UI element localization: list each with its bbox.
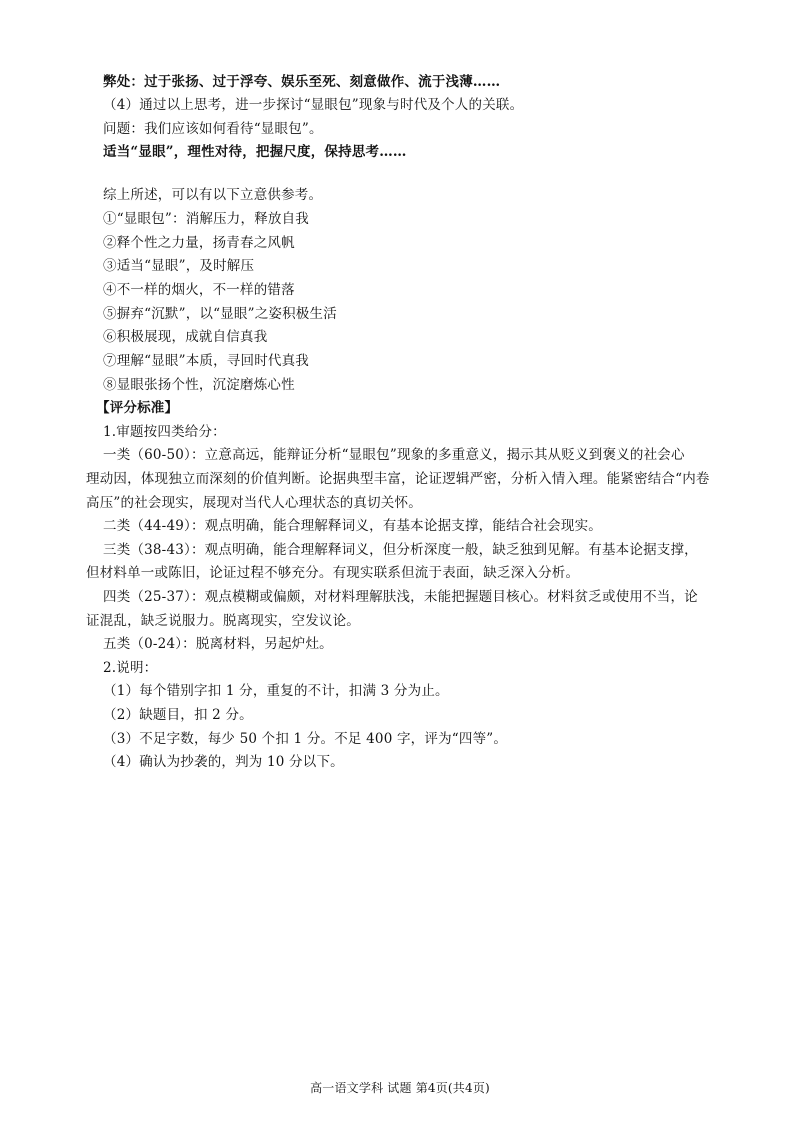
themes-intro: 综上所述，可以有以下立意供参考。 xyxy=(103,187,323,203)
rubric-heading: 【评分标准】 xyxy=(96,400,179,416)
page-footer: 高一语文学科 试题 第4页(共4页) xyxy=(310,1081,490,1095)
class-2-line: 二类（44-49）：观点明确，能合理解释词义，有基本论据支撑，能结合社会现实。 xyxy=(103,518,602,534)
note-item: （3）不足字数，每少 50 个扣 1 分。不足 400 字，评为“四等”。 xyxy=(103,731,508,747)
drawbacks-line: 弊处：过于张扬、过于浮夸、娱乐至死、刻意做作、流于浅薄…… xyxy=(103,74,501,90)
class-1-line-3: 高压”的社会现实，展现对当代人心理状态的真切关怀。 xyxy=(86,495,422,511)
note-item: （4）确认为抄袭的，判为 10 分以下。 xyxy=(103,754,344,770)
class-4-line-2: 证混乱，缺乏说服力。脱离现实，空发议论。 xyxy=(86,613,360,629)
section-1-title: 1.审题按四类给分： xyxy=(103,424,226,440)
class-3-line-1: 三类（38-43）：观点明确，能合理解释词义，但分析深度一般，缺乏独到见解。有基本论据支撑， xyxy=(103,542,698,558)
answer-line: 适当“显眼”，理性对待，把握尺度，保持思考…… xyxy=(103,144,407,160)
class-1-line-1: 一类（60-50）：立意高远，能辩证分析“显眼包”现象的多重意义，揭示其从贬义到褒义的社会心 xyxy=(103,447,685,463)
theme-item: ①“显眼包”：消解压力，释放自我 xyxy=(103,211,310,227)
theme-item: ③适当“显眼”，及时解压 xyxy=(103,258,255,274)
class-3-line-2: 但材料单一或陈旧，论证过程不够充分。有现实联系但流于表面，缺乏深入分析。 xyxy=(86,565,580,581)
class-4-line-1: 四类（25-37）：观点模糊或偏颇，对材料理解肤浅，未能把握题目核心。材料贫乏或使用不当，论 xyxy=(103,589,698,605)
theme-item: ⑦理解“显眼”本质，寻回时代真我 xyxy=(103,353,310,369)
theme-item: ⑧显眼张扬个性，沉淀磨炼心性 xyxy=(103,377,295,393)
class-5-line: 五类（0-24）：脱离材料，另起炉灶。 xyxy=(103,636,333,652)
theme-item: ⑥积极展现，成就自信真我 xyxy=(103,329,268,345)
theme-item: ②释个性之力量，扬青春之风帆 xyxy=(103,235,295,251)
point-4-line: （4）通过以上思考，进一步探讨“显眼包”现象与时代及个人的关联。 xyxy=(103,97,524,113)
note-item: （1）每个错别字扣 1 分，重复的不计，扣满 3 分为止。 xyxy=(103,683,449,699)
class-1-line-2: 理动因，体现独立而深刻的价值判断。论据典型丰富，论证逻辑严密，分析入情入理。能紧密结合“内卷 xyxy=(86,471,710,487)
question-line: 问题：我们应该如何看待“显眼包”。 xyxy=(103,121,323,137)
theme-item: ⑤摒弃“沉默”，以“显眼”之姿积极生活 xyxy=(103,306,337,322)
theme-item: ④不一样的烟火，不一样的错落 xyxy=(103,282,295,298)
note-item: （2）缺题目，扣 2 分。 xyxy=(103,707,253,723)
section-2-title: 2.说明： xyxy=(103,660,158,676)
